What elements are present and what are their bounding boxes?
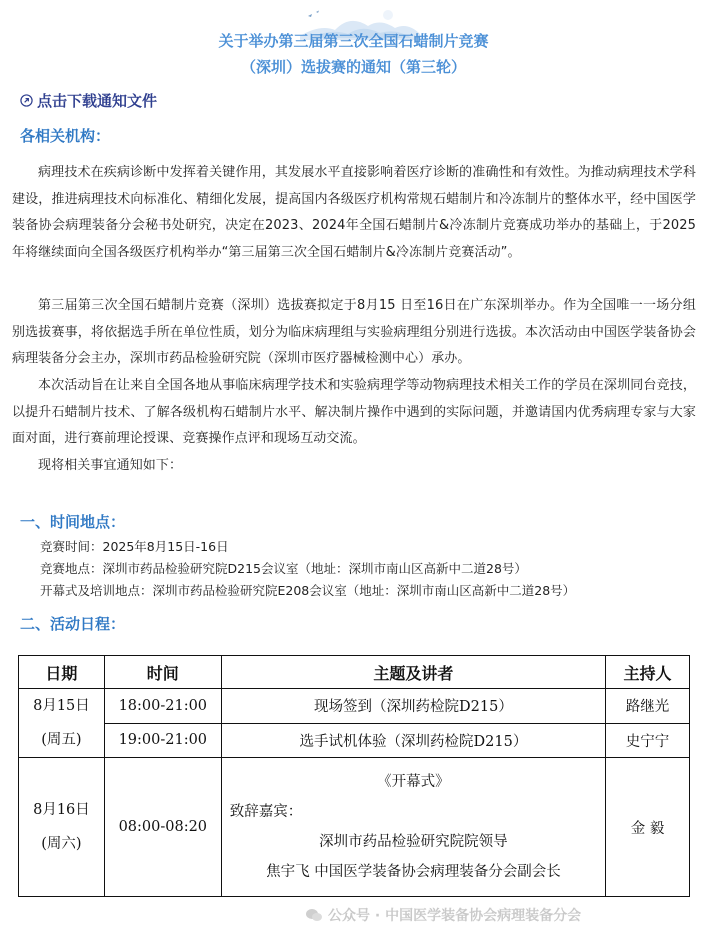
opening-ceremony-label: 《开幕式》 bbox=[377, 774, 450, 790]
download-link-text[interactable]: 点击下载通知文件 bbox=[37, 92, 158, 110]
schedule-table bbox=[18, 655, 690, 897]
day2-date: 8月16日 bbox=[33, 802, 90, 818]
table-row bbox=[19, 758, 690, 897]
competition-time: 竞赛时间：2025年8月15日-16日 bbox=[40, 539, 229, 554]
day1-date: 8月15日 bbox=[33, 698, 90, 714]
row3-time: 08:00-08:20 bbox=[104, 758, 221, 897]
wechat-icon bbox=[305, 908, 323, 922]
row3-topic bbox=[221, 758, 605, 897]
section-time-location-heading: 一、时间地点： bbox=[20, 513, 126, 531]
row1-host: 路继光 bbox=[606, 689, 690, 724]
row1-time: 18:00-21:00 bbox=[104, 689, 221, 724]
row3-host: 金 毅 bbox=[606, 758, 690, 897]
competition-venue: 竞赛地点：深圳市药品检验研究院D215会议室（地址：深圳市南山区高新中二道28号） bbox=[40, 561, 527, 576]
paragraph-event: 第三届第三次全国石蜡制片竞赛（深圳）选拔赛拟定于8月15 日至16日在广东深圳举办。作为全国唯一一场分组别选拔赛事，将依据选手所在单位性质，划分为临床病理组与实验病理组分别进行选拔。本次活动由中国医学装备协会病理装备分会主办，深圳市药品检验研究院（深圳市医疗器械检测中心）承办。 bbox=[12, 298, 696, 366]
day1-weekday: (周五) bbox=[41, 732, 82, 748]
paragraph-intro: 病理技术在疾病诊断中发挥着关键作用，其发展水平直接影响着医疗诊断的准确性和有效性。为推动病理技术学科建设，推进病理技术向标准化、精细化发展，提高国内各级医疗机构常规石蜡制片和冷冻制片的整体水平，经中国医学装备协会病理装备分会秘书处研究，决定在2023、2024年全国石蜡制片&冷冻制片竞赛成功举办的基础上，于2025年将继续面向全国各级医疗机构举办“第三届第三次全国石蜡制片&冷冻制片竞赛活动”。 bbox=[12, 165, 696, 260]
header-date: 日期 bbox=[19, 656, 105, 689]
day1-date-cell bbox=[19, 689, 105, 758]
row2-host: 史宁宁 bbox=[606, 723, 690, 758]
table-row bbox=[19, 723, 690, 758]
table-header-row bbox=[19, 656, 690, 689]
row2-topic: 选手试机体验（深圳药检院D215） bbox=[221, 723, 605, 758]
day2-date-cell bbox=[19, 758, 105, 897]
section-schedule-heading: 二、活动日程： bbox=[20, 615, 126, 633]
watermark-text: 公众号 · 中国医学装备协会病理装备分会 bbox=[328, 908, 582, 924]
paragraph-notice: 现将相关事宜通知如下： bbox=[38, 458, 183, 473]
notice-title-line2: （深圳）选拔赛的通知（第三轮） bbox=[240, 58, 466, 76]
opening-venue: 开幕式及培训地点：深圳市药品检验研究院E208会议室（地址：深圳市南山区高新中二道28号） bbox=[40, 583, 576, 598]
paperclip-icon bbox=[20, 94, 33, 107]
speaker-2: 焦宇飞 中国医学装备协会病理装备分会副会长 bbox=[266, 864, 561, 880]
recipients-heading: 各相关机构： bbox=[20, 127, 111, 145]
header-topic: 主题及讲者 bbox=[221, 656, 605, 689]
row1-topic: 现场签到（深圳药检院D215） bbox=[221, 689, 605, 724]
row2-time: 19:00-21:00 bbox=[104, 723, 221, 758]
table-row bbox=[19, 689, 690, 724]
speaker-1: 深圳市药品检验研究院院领导 bbox=[319, 834, 508, 850]
notice-title-line1: 关于举办第三届第三次全国石蜡制片竞赛 bbox=[218, 32, 489, 50]
paragraph-purpose: 本次活动旨在让来自全国各地从事临床病理学技术和实验病理学等动物病理技术相关工作的学员在深圳同台竞技，以提升石蜡制片技术、了解各级机构石蜡制片水平、解决制片操作中遇到的实际问题，并邀请国内优秀病理专家与大家面对面，进行赛前理论授课、竞赛操作点评和现场互动交流。 bbox=[12, 378, 696, 446]
header-host: 主持人 bbox=[606, 656, 690, 689]
header-time: 时间 bbox=[104, 656, 221, 689]
wechat-watermark bbox=[305, 905, 581, 925]
day2-weekday: (周六) bbox=[41, 836, 82, 852]
guest-speakers-label: 致辞嘉宾： bbox=[229, 804, 303, 820]
download-notice-link[interactable] bbox=[20, 90, 157, 111]
